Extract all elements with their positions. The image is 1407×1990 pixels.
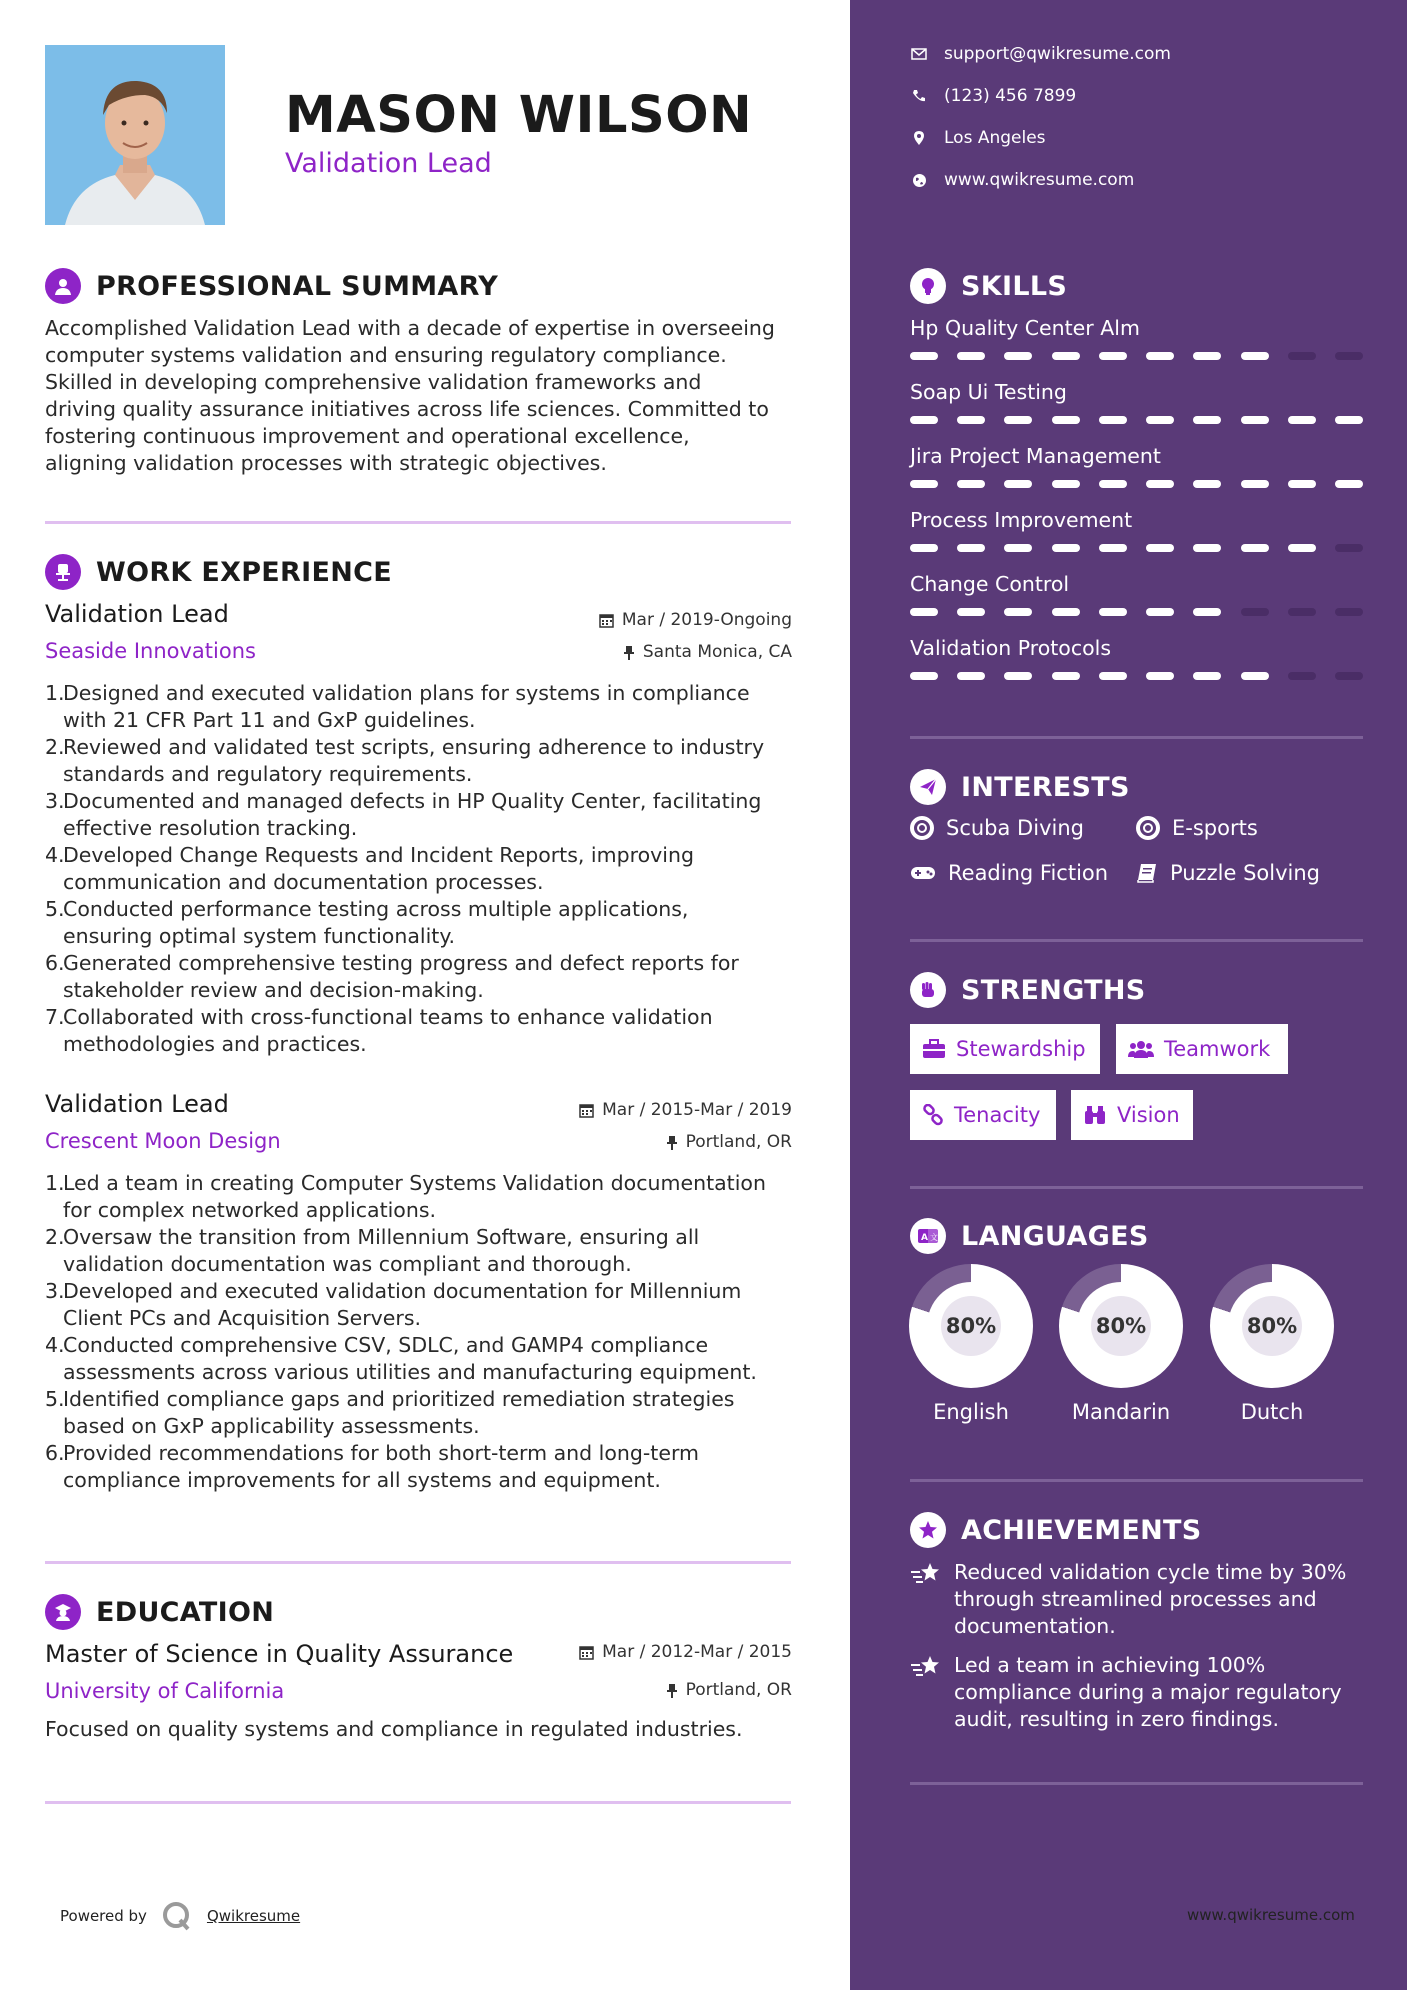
pin-icon [666, 1135, 678, 1150]
item-number: 5. [45, 897, 65, 921]
item-line: Conducted performance testing across multiple applications, [63, 897, 689, 921]
achievement-line: Reduced validation cycle time by 30% [954, 1560, 1347, 1584]
skill-segment [1241, 672, 1269, 680]
job-duties [45, 1170, 805, 1494]
strength-label: Vision [1117, 1103, 1180, 1127]
calendar-icon [599, 613, 614, 628]
skill-segment [1288, 608, 1316, 616]
skill-segment [1335, 608, 1363, 616]
skill-segment [1193, 416, 1221, 424]
binoculars-icon [1083, 1105, 1107, 1125]
skills-title: SKILLS [961, 270, 1068, 302]
education-location [666, 1680, 792, 1700]
skill-level-bar [910, 608, 1363, 616]
book-icon [1136, 862, 1158, 884]
skill-segment [910, 352, 938, 360]
item-line: Identified compliance gaps and prioritized remediation strategies [63, 1387, 735, 1411]
item-number: 3. [45, 1279, 65, 1303]
skill-segment [1193, 672, 1221, 680]
achievement-item [910, 1559, 1370, 1640]
achievement-line: compliance during a major regulatory [954, 1680, 1342, 1704]
achievement-item [910, 1652, 1370, 1733]
job-date-text: Mar / 2019-Ongoing [621, 610, 792, 630]
user-icon [45, 268, 81, 304]
skill-segment [1288, 672, 1316, 680]
section-divider [45, 1801, 791, 1804]
skill-segment [1099, 544, 1127, 552]
item-line: with 21 CFR Part 11 and GxP guidelines. [63, 708, 476, 732]
phone-icon [912, 89, 926, 103]
skill-level-bar [910, 352, 1363, 360]
language-progress-ring [1059, 1264, 1183, 1388]
list-item [45, 680, 805, 734]
list-item [45, 1386, 805, 1440]
skill-segment [957, 672, 985, 680]
skill-segment [1004, 672, 1032, 680]
strengths-heading [910, 970, 1146, 1010]
section-divider [45, 521, 791, 524]
svg-text:A: A [921, 1233, 928, 1243]
contact-phone[interactable] [910, 86, 1076, 106]
skill-segment [1099, 608, 1127, 616]
section-divider [910, 1479, 1363, 1482]
company-name: Seaside Innovations [45, 639, 256, 663]
item-line: methodologies and practices. [63, 1032, 367, 1056]
summary-line: computer systems validation and ensuring regulatory compliance. [45, 343, 727, 367]
item-line: Reviewed and validated test scripts, ensuring adherence to industry [63, 735, 765, 759]
strength-badge [910, 1090, 1056, 1140]
skill-name: Change Control [910, 572, 1070, 596]
list-item [45, 788, 805, 842]
item-line: Provided recommendations for both short-term and long-term [63, 1441, 699, 1465]
users-icon [1128, 1039, 1154, 1059]
item-line: assessments across various utilities and manufacturing equipment. [63, 1360, 757, 1384]
skill-segment [1241, 544, 1269, 552]
item-number: 4. [45, 1333, 65, 1357]
interest-label: Puzzle Solving [1170, 861, 1320, 885]
strength-badge [1116, 1024, 1288, 1074]
degree-title: Master of Science in Quality Assurance [45, 1640, 514, 1668]
summary-text [45, 315, 795, 477]
skill-segment [1288, 480, 1316, 488]
phone-text: (123) 456 7899 [944, 86, 1077, 106]
list-item [45, 1170, 805, 1224]
contact-website[interactable] [910, 170, 1134, 190]
shooting-star-icon [910, 1561, 942, 1587]
interest-item [910, 861, 1108, 885]
item-number: 4. [45, 843, 65, 867]
list-item [45, 1004, 805, 1058]
skill-segment [1004, 608, 1032, 616]
skill-segment [1288, 352, 1316, 360]
section-divider [910, 1186, 1363, 1189]
skill-segment [1099, 416, 1127, 424]
job-location-text: Santa Monica, CA [642, 642, 792, 662]
chair-icon [45, 554, 81, 590]
achievement-line: through streamlined processes and [954, 1587, 1317, 1611]
languages-heading [910, 1216, 1149, 1256]
summary-line: driving quality assurance initiatives across life sciences. Committed to [45, 397, 769, 421]
skill-segment [1193, 480, 1221, 488]
item-number: 2. [45, 1225, 65, 1249]
item-line: Oversaw the transition from Millennium Software, ensuring all [63, 1225, 700, 1249]
item-number: 7. [45, 1005, 65, 1029]
item-line: Developed and executed validation documentation for Millennium [63, 1279, 742, 1303]
achievements-heading [910, 1510, 1202, 1550]
life-ring-icon [1136, 816, 1160, 840]
work-title: WORK EXPERIENCE [96, 556, 392, 588]
translate-icon [910, 1218, 946, 1254]
skill-segment [1099, 352, 1127, 360]
location-text: Los Angeles [944, 128, 1046, 148]
pin-icon [623, 645, 635, 660]
skill-segment [1146, 608, 1174, 616]
language-name: Dutch [1240, 1400, 1304, 1424]
language-item [1210, 1264, 1334, 1424]
job-title: Validation Lead [45, 1090, 229, 1118]
map-marker-icon [913, 130, 925, 146]
skill-segment [1146, 480, 1174, 488]
achievement-line: Led a team in achieving 100% [954, 1653, 1266, 1677]
summary-heading [45, 266, 498, 306]
skill-segment [1335, 352, 1363, 360]
skill-segment [1241, 416, 1269, 424]
gamepad-icon [910, 864, 936, 882]
skill-segment [1288, 416, 1316, 424]
skill-name: Validation Protocols [910, 636, 1112, 660]
interests-heading [910, 767, 1130, 807]
skill-segment [1099, 480, 1127, 488]
profile-photo [45, 45, 225, 225]
skill-segment [1241, 480, 1269, 488]
skill-segment [1335, 672, 1363, 680]
item-line: stakeholder review and decision-making. [63, 978, 484, 1002]
interest-item [1136, 816, 1258, 840]
item-line: communication and documentation processes. [63, 870, 544, 894]
skill-segment [1004, 480, 1032, 488]
languages-title: LANGUAGES [961, 1220, 1149, 1252]
list-item [45, 1332, 805, 1386]
item-line: validation documentation was compliant and thorough. [63, 1252, 632, 1276]
list-item [45, 842, 805, 896]
website-text: www.qwikresume.com [944, 170, 1135, 190]
item-line: Collaborated with cross-functional teams to enhance validation [63, 1005, 713, 1029]
skill-segment [1193, 544, 1221, 552]
language-progress-ring [909, 1264, 1033, 1388]
skill-segment [1052, 608, 1080, 616]
skill-segment [910, 480, 938, 488]
list-item [45, 950, 805, 1004]
summary-line: fostering continuous improvement and operational excellence, [45, 424, 690, 448]
education-date [579, 1642, 792, 1662]
skill-segment [910, 544, 938, 552]
section-divider [910, 939, 1363, 942]
skill-level-bar [910, 416, 1363, 424]
skill-segment [1052, 480, 1080, 488]
skill-level-bar [910, 480, 1363, 488]
skill-segment [1004, 416, 1032, 424]
item-line: Led a team in creating Computer Systems Validation documentation [63, 1171, 766, 1195]
skill-segment [1146, 352, 1174, 360]
skill-segment [957, 544, 985, 552]
item-line: for complex networked applications. [63, 1198, 437, 1222]
skill-segment [910, 672, 938, 680]
job-location-text: Portland, OR [685, 1132, 792, 1152]
lightbulb-icon [910, 268, 946, 304]
graduate-icon [45, 1594, 81, 1630]
strengths-title: STRENGTHS [961, 974, 1146, 1006]
job-date-text: Mar / 2015-Mar / 2019 [602, 1100, 792, 1120]
item-number: 3. [45, 789, 65, 813]
list-item [45, 734, 805, 788]
powered-by [60, 1900, 300, 1932]
qwikresume-logo-icon [161, 1900, 193, 1932]
svg-text:文: 文 [930, 1233, 938, 1242]
item-number: 2. [45, 735, 65, 759]
item-line: Documented and managed defects in HP Quality Center, facilitating [63, 789, 762, 813]
job-location [623, 642, 792, 662]
item-line: Designed and executed validation plans for systems in compliance [63, 681, 750, 705]
strength-label: Stewardship [956, 1037, 1086, 1061]
list-item [45, 1440, 805, 1494]
job-title: Validation Lead [45, 600, 229, 628]
item-line: standards and regulatory requirements. [63, 762, 473, 786]
skill-name: Hp Quality Center Alm [910, 316, 1140, 340]
language-item [909, 1264, 1033, 1424]
item-line: effective resolution tracking. [63, 816, 358, 840]
company-name: Crescent Moon Design [45, 1129, 281, 1153]
skill-segment [910, 608, 938, 616]
strength-badge [910, 1024, 1100, 1074]
skill-segment [957, 352, 985, 360]
skill-segment [1241, 608, 1269, 616]
item-number: 6. [45, 1441, 65, 1465]
section-divider [910, 1782, 1363, 1785]
list-item [45, 896, 805, 950]
skill-segment [1288, 544, 1316, 552]
skill-segment [1193, 352, 1221, 360]
summary-line: Accomplished Validation Lead with a decade of expertise in overseeing [45, 316, 775, 340]
job-date [599, 610, 792, 630]
language-progress-ring [1210, 1264, 1334, 1388]
skill-segment [1335, 416, 1363, 424]
interest-item [910, 816, 1084, 840]
contact-email[interactable] [910, 44, 1171, 64]
shooting-star-icon [910, 1654, 942, 1680]
item-line: compliance improvements for all systems and equipment. [63, 1468, 661, 1492]
calendar-icon [579, 1645, 594, 1660]
item-line: Developed Change Requests and Incident Reports, improving [63, 843, 694, 867]
skill-level-bar [910, 672, 1363, 680]
education-date-text: Mar / 2012-Mar / 2015 [602, 1642, 792, 1662]
item-line: ensuring optimal system functionality. [63, 924, 456, 948]
job-duties [45, 680, 805, 1058]
language-percent: 80% [1091, 1296, 1151, 1356]
achievement-line: documentation. [954, 1614, 1116, 1638]
contact-location [910, 128, 1046, 148]
fist-icon [910, 972, 946, 1008]
skill-segment [1146, 416, 1174, 424]
item-line: Conducted comprehensive CSV, SDLC, and GAMP4 compliance [63, 1333, 709, 1357]
skill-segment [1052, 416, 1080, 424]
skills-heading [910, 266, 1067, 306]
interests-title: INTERESTS [961, 771, 1130, 803]
skill-segment [1146, 672, 1174, 680]
interest-item [1136, 861, 1320, 885]
language-item [1059, 1264, 1183, 1424]
interest-label: E-sports [1172, 816, 1258, 840]
item-line: Client PCs and Acquisition Servers. [63, 1306, 422, 1330]
language-name: English [933, 1400, 1009, 1424]
strength-badge [1071, 1090, 1193, 1140]
item-number: 5. [45, 1387, 65, 1411]
job-location [666, 1132, 792, 1152]
skill-segment [1193, 608, 1221, 616]
list-item [45, 1278, 805, 1332]
education-location-text: Portland, OR [685, 1680, 792, 1700]
candidate-name: MASON WILSON [285, 86, 753, 145]
list-item [45, 1224, 805, 1278]
school-name: University of California [45, 1679, 285, 1703]
skill-segment [1004, 352, 1032, 360]
item-line: based on GxP applicability assessments. [63, 1414, 480, 1438]
item-number: 6. [45, 951, 65, 975]
section-divider [45, 1561, 791, 1564]
skill-name: Soap Ui Testing [910, 380, 1067, 404]
skill-name: Process Improvement [910, 508, 1133, 532]
email-text: support@qwikresume.com [944, 44, 1171, 64]
footer-website[interactable]: www.qwikresume.com [1187, 1906, 1355, 1924]
skill-segment [957, 608, 985, 616]
skill-name: Jira Project Management [910, 444, 1161, 468]
section-divider [910, 736, 1363, 739]
interest-label: Reading Fiction [948, 861, 1109, 885]
achievement-line: audit, resulting in zero findings. [954, 1707, 1279, 1731]
summary-line: Skilled in developing comprehensive validation frameworks and [45, 370, 702, 394]
item-line: Generated comprehensive testing progress and defect reports for [63, 951, 739, 975]
star-icon [910, 1512, 946, 1548]
skill-segment [1052, 672, 1080, 680]
paper-plane-icon [910, 769, 946, 805]
skill-segment [1004, 544, 1032, 552]
pin-icon [666, 1683, 678, 1698]
skill-segment [1052, 352, 1080, 360]
item-number: 1. [45, 1171, 65, 1195]
link-icon [922, 1104, 944, 1126]
summary-line: aligning validation processes with strategic objectives. [45, 451, 607, 475]
education-title: EDUCATION [96, 1596, 275, 1628]
skill-segment [957, 416, 985, 424]
education-heading [45, 1592, 274, 1632]
skill-segment [1099, 672, 1127, 680]
skill-segment [1241, 352, 1269, 360]
skill-segment [1146, 544, 1174, 552]
skill-segment [1052, 544, 1080, 552]
envelope-icon [911, 48, 927, 60]
skill-level-bar [910, 544, 1363, 552]
life-ring-icon [910, 816, 934, 840]
skill-segment [1335, 480, 1363, 488]
strength-label: Teamwork [1164, 1037, 1271, 1061]
job-date [579, 1100, 792, 1120]
calendar-icon [579, 1103, 594, 1118]
item-number: 1. [45, 681, 65, 705]
powered-by-label: Powered by [60, 1907, 147, 1925]
skill-segment [910, 416, 938, 424]
language-name: Mandarin [1071, 1400, 1171, 1424]
interest-label: Scuba Diving [946, 816, 1084, 840]
work-heading [45, 552, 392, 592]
qwikresume-link[interactable]: Qwikresume [206, 1907, 301, 1925]
skill-segment [1335, 544, 1363, 552]
skill-segment [957, 480, 985, 488]
education-description: Focused on quality systems and compliance in regulated industries. [45, 1717, 743, 1741]
strength-label: Tenacity [954, 1103, 1041, 1127]
summary-title: PROFESSIONAL SUMMARY [96, 270, 499, 302]
achievements-title: ACHIEVEMENTS [961, 1514, 1202, 1546]
candidate-role: Validation Lead [285, 148, 492, 179]
language-percent: 80% [1242, 1296, 1302, 1356]
globe-icon [912, 173, 927, 188]
briefcase-icon [922, 1039, 946, 1059]
language-percent: 80% [941, 1296, 1001, 1356]
